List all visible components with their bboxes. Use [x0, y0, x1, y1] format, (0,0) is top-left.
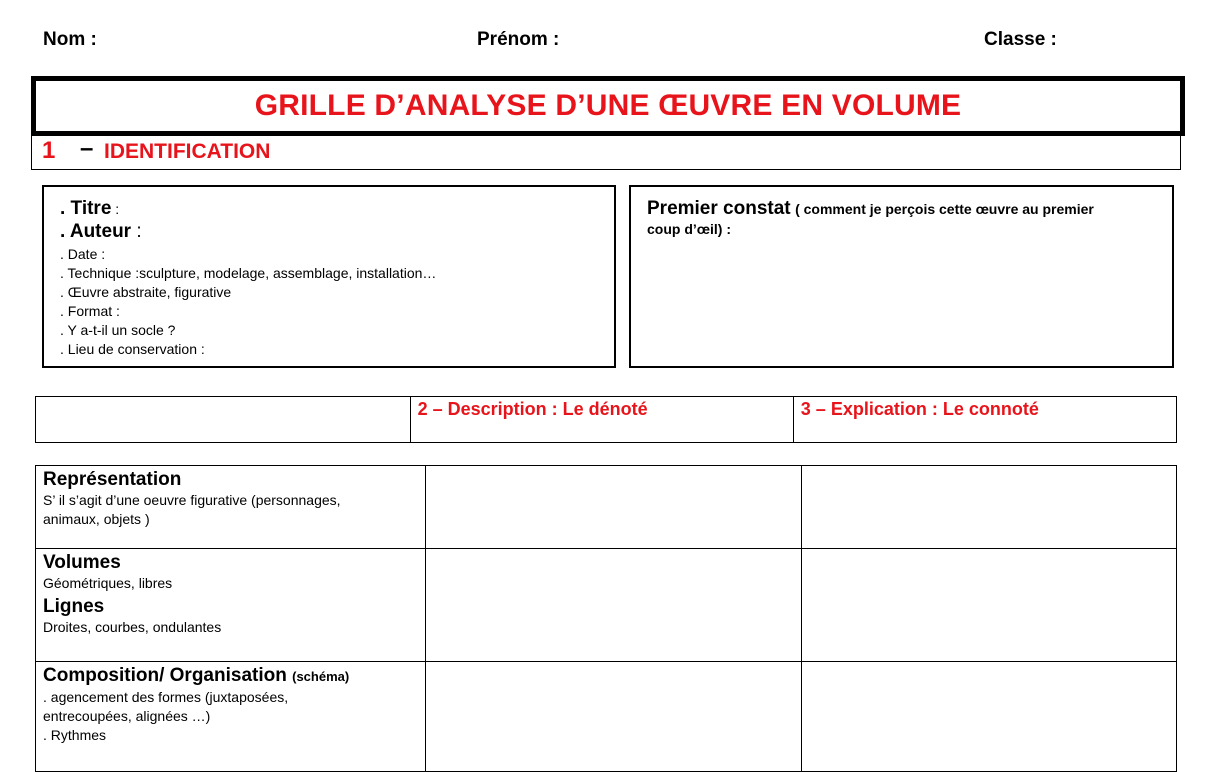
- representation-description-cell[interactable]: [426, 466, 801, 549]
- representation-explication-cell[interactable]: [801, 466, 1176, 549]
- lignes-sub: Droites, courbes, ondulantes: [43, 619, 222, 635]
- lignes-title: Lignes: [43, 596, 105, 617]
- description-column-header: 2 – Description : Le dénoté: [410, 397, 793, 443]
- oeuvre-type-item: . Œuvre abstraite, figurative: [60, 284, 232, 300]
- section-identification-header: [31, 131, 1181, 170]
- empty-header-cell: [36, 397, 411, 443]
- section-number: 1: [42, 137, 56, 164]
- composition-description-cell[interactable]: [426, 662, 801, 772]
- lieu-item: . Lieu de conservation :: [60, 341, 205, 357]
- analysis-table: [35, 465, 1177, 772]
- composition-cell: [36, 662, 426, 772]
- premier-constat-box: [629, 185, 1174, 368]
- auteur-label: . Auteur: [60, 221, 132, 242]
- identification-box: [42, 185, 616, 368]
- volumes-explication-cell[interactable]: [801, 549, 1176, 662]
- title-box: [31, 76, 1185, 136]
- nom-field-label: Nom :: [43, 29, 97, 50]
- volumes-sub: Géométriques, libres: [43, 575, 173, 591]
- premier-constat-label: Premier constat: [647, 198, 791, 219]
- premier-constat-line1: [647, 198, 1094, 220]
- technique-item: . Technique :sculpture, modelage, assemblage, installation…: [60, 265, 437, 281]
- titre-colon: :: [111, 201, 120, 217]
- classe-field-label: Classe :: [984, 29, 1057, 50]
- composition-sub3: . Rythmes: [43, 727, 107, 743]
- prenom-field-label: Prénom :: [477, 29, 560, 50]
- date-item: . Date :: [60, 246, 106, 262]
- auteur-line: [60, 221, 142, 243]
- table-row: [36, 466, 1177, 549]
- explication-column-header: 3 – Explication : Le connoté: [793, 397, 1176, 443]
- auteur-colon: :: [131, 221, 142, 242]
- page-title: GRILLE D’ANALYSE D’UNE ŒUVRE EN VOLUME: [254, 89, 962, 122]
- titre-label: . Titre: [60, 198, 112, 219]
- volumes-description-cell[interactable]: [426, 549, 801, 662]
- table-row: [36, 662, 1177, 772]
- column-header-table: [35, 396, 1177, 443]
- socle-item: . Y a-t-il un socle ?: [60, 322, 176, 338]
- representation-sub1: S’ il s’agit d’une oeuvre figurative (personnages,: [43, 492, 341, 508]
- composition-tag: (schéma): [292, 669, 350, 684]
- section-label: IDENTIFICATION: [104, 140, 271, 163]
- format-item: . Format :: [60, 303, 120, 319]
- table-row: [36, 549, 1177, 662]
- volumes-cell: [36, 549, 426, 662]
- composition-sub1: . agencement des formes (juxtaposées,: [43, 689, 289, 705]
- volumes-title: Volumes: [43, 552, 121, 573]
- premier-constat-line2: coup d’œil) :: [647, 221, 731, 237]
- representation-sub2: animaux, objets ): [43, 511, 150, 527]
- section-dash: –: [80, 135, 94, 162]
- composition-sub2: entrecoupées, alignées …): [43, 708, 211, 724]
- titre-line: [60, 198, 119, 220]
- composition-explication-cell[interactable]: [801, 662, 1176, 772]
- composition-title-line: [43, 664, 419, 688]
- representation-title: Représentation: [43, 469, 182, 490]
- composition-title: Composition/ Organisation: [43, 665, 287, 686]
- representation-cell: [36, 466, 426, 549]
- premier-constat-detail: ( comment je perçois cette œuvre au premier: [795, 201, 1094, 217]
